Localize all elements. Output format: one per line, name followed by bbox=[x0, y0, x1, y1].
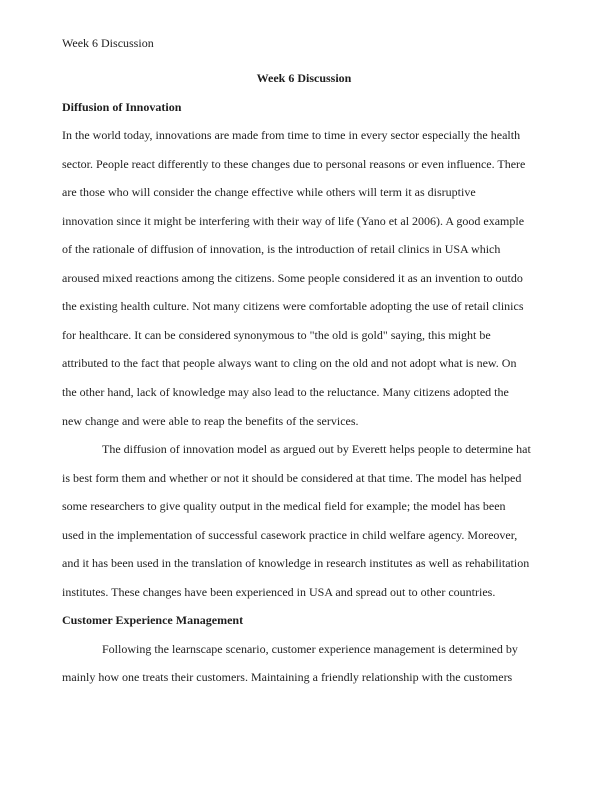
text-line: are those who will consider the change effective while others will term it as disruptive bbox=[62, 185, 476, 200]
text-line: the other hand, lack of knowledge may also lead to the reluctance. Many citizens adopted the bbox=[62, 385, 509, 400]
text-line: for healthcare. It can be considered synonymous to "the old is gold" saying, this might be bbox=[62, 327, 491, 342]
document-blocks bbox=[62, 93, 546, 692]
text-line: the existing health culture. Not many citizens were comfortable adopting the use of retail clinics bbox=[62, 299, 524, 314]
text-line: innovation since it might be interfering with their way of life (Yano et al 2006). A good example bbox=[62, 213, 525, 228]
text-line: mainly how one treats their customers. Maintaining a friendly relationship with the customers bbox=[62, 670, 513, 685]
running-header: Week 6 Discussion bbox=[62, 36, 154, 50]
text-line: aroused mixed reactions among the citizens. Some people considered it as an invention to outdo bbox=[62, 270, 523, 285]
section-heading: Diffusion of Innovation bbox=[62, 99, 182, 114]
text-line: The diffusion of innovation model as argued out by Everett helps people to determine hat bbox=[102, 442, 531, 457]
text-line: attributed to the fact that people always want to cling on the old and not adopt what is new. On bbox=[62, 356, 517, 371]
text-line: In the world today, innovations are made from time to time in every sector especially the health bbox=[62, 128, 521, 143]
document-body bbox=[62, 64, 546, 692]
paragraph bbox=[62, 435, 546, 606]
section-heading: Customer Experience Management bbox=[62, 613, 244, 628]
document-title: Week 6 Discussion bbox=[256, 71, 352, 85]
text-line: used in the implementation of successful casework practice in child welfare agency. Moreover, bbox=[62, 527, 518, 542]
text-line: of the rationale of diffusion of innovation, is the introduction of retail clinics in USA which bbox=[62, 242, 501, 257]
paragraph bbox=[62, 121, 546, 435]
text-line: and it has been used in the translation of knowledge in research institutes as well as rehabilitation bbox=[62, 556, 530, 571]
text-line: institutes. These changes have been experienced in USA and spread out to other countries. bbox=[62, 584, 496, 599]
text-line: is best form them and whether or not it should be considered at that time. The model has helped bbox=[62, 470, 522, 485]
paragraph bbox=[62, 635, 546, 692]
text-line: some researchers to give quality output in the medical field for example; the model has been bbox=[62, 499, 506, 514]
text-line: Following the learnscape scenario, customer experience management is determined by bbox=[102, 641, 518, 656]
text-line: new change and were able to reap the benefits of the services. bbox=[62, 413, 359, 428]
text-line: sector. People react differently to these changes due to personal reasons or even influence. There bbox=[62, 156, 526, 171]
